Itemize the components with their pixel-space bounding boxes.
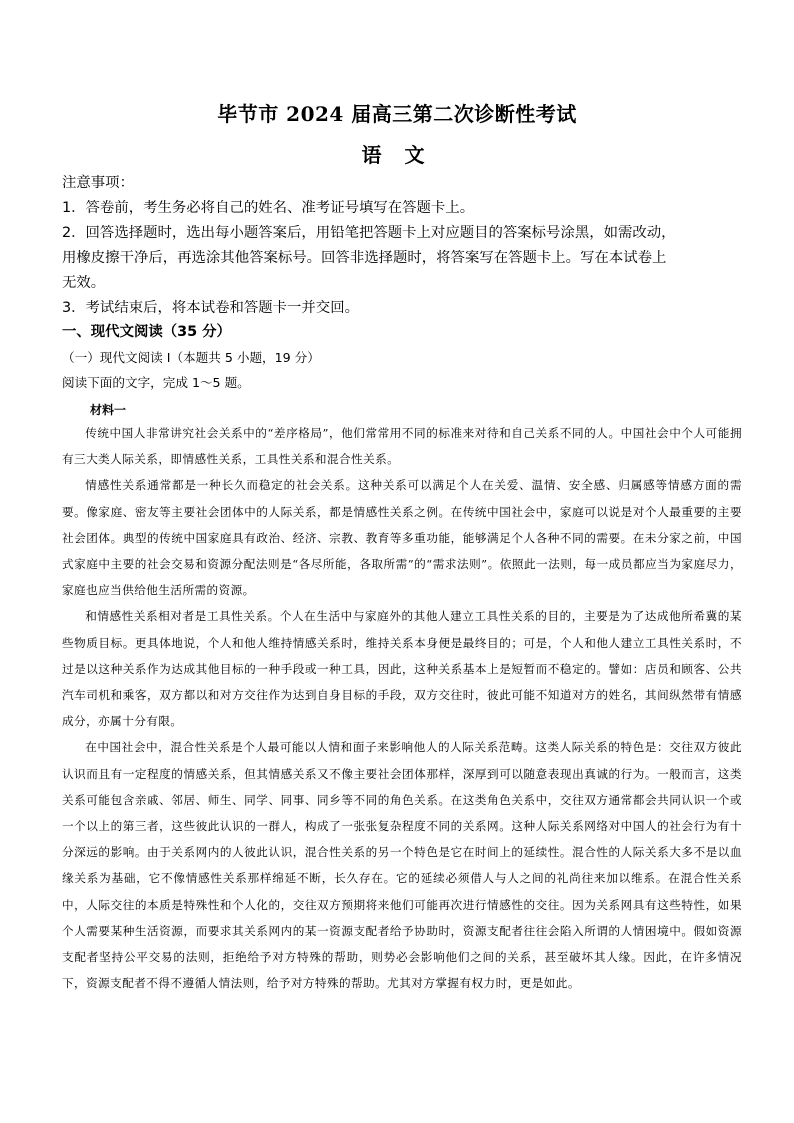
material-body <box>62 420 742 996</box>
material-paragraph: 和情感性关系相对者是工具性关系。个人在生活中与家庭外的其他人建立工具性关系的目的，主要是为了达成他所希冀的某些物质目标。更具体地说，个人和他人维持情感关系时，维持关系本身便是最终目的；可是，个人和他人建立工具性关系时，不过是以这种关系作为达成其他目标的一种手段或一种工具，因此，这种关系基本上是短暂而不稳定的。譬如：店员和顾客、公共汽车司机和乘客，双方都以和对方交往作为达到自身目标的手段，双方交往时，彼此可能不知道对方的姓名，其间纵然带有情感成分，亦属十分有限。 <box>62 609 742 729</box>
notice-item-2-line-3: 无效。 <box>62 275 106 291</box>
material-paragraph: 在中国社会中，混合性关系是个人最可能以人情和面子来影响他人的人际关系范畴。这类人际关系的特色是：交往双方彼此认识而且有一定程度的情感关系，但其情感关系又不像主要社会团体那样，深厚到可以随意表现出真诚的行为。一般而言，这类关系可能包含亲戚、邻居、师生、同学、同事、同乡等不同的角色关系。在这类角色关系中，交往双方通常都会共同认识一个或一个以上的第三者，这些彼此认识的一群人，构成了一张张复杂程度不同的关系网。这种人际关系网络对中国人的社会行为有十分深远的影响。由于关系网内的人彼此认识，混合性关系的另一个特色是它在时间上的延续性。混合性的人际关系大多不是以血缘关系为基础，它不像情感性关系那样绵延不断，长久存在。它的延续必须借人与人之间的礼尚往来加以维系。在混合性关系中，人际交往的本质是特殊性和个人化的，交往双方预期将来他们可能再次进行情感性的交往。因为关系网具有这些特性，如果个人需要某种生活资源，而要求其关系网内的某一资源支配者给予协助时，资源支配者往往会陷入所谓的人情困境中。假如资源支配者坚持公平交易的法则，拒绝给予对方特殊的帮助，则势必会影响他们之间的关系，甚至破坏其人缘。因此，在许多情况下，资源支配者不得不遵循人情法则，给予对方特殊的帮助。尤其对方掌握有权力时，更是如此。 <box>62 740 742 991</box>
reading-instruction: 阅读下面的文字，完成 1～5 题。 <box>62 375 250 390</box>
material-label: 材料一 <box>90 403 127 417</box>
exam-title: 毕节市 2024 届高三第二次诊断性考试 <box>217 102 577 126</box>
notice-item-1: 1．答卷前，考生务必将自己的姓名、准考证号填写在答题卡上。 <box>62 200 475 216</box>
notice-item-2-line-1: 2．回答选择题时，选出每小题答案后，用铅笔把答题卡上对应题目的答案标号涂黑，如需改动， <box>62 225 676 241</box>
notice-item-2-line-2: 用橡皮擦干净后，再选涂其他答案标号。回答非选择题时，将答案写在答题卡上。写在本试卷上 <box>62 250 667 266</box>
material-paragraph: 情感性关系通常都是一种长久而稳定的社会关系。这种关系可以满足个人在关爱、温情、安全感、归属感等情感方面的需要。像家庭、密友等主要社会团体中的人际关系，都是情感性关系之例。在传统中国社会中，家庭可以说是对个人最重要的主要社会团体。典型的传统中国家庭具有政治、经济、宗教、教育等多重功能，能够满足个人各种不同的需要。在未分家之前，中国式家庭中主要的社会交易和资源分配法则是“各尽所能，各取所需”的“需求法则”。依照此一法则，每一成员都应当为家庭尽力，家庭也应当供给他生活所需的资源。 <box>62 478 742 598</box>
section-heading: 一、现代文阅读（35 分） <box>62 324 231 340</box>
notice-item-3: 3．考试结束后，将本试卷和答题卡一并交回。 <box>62 300 359 316</box>
sub-section-heading: （一）现代文阅读 I（本题共 5 小题，19 分） <box>62 350 320 365</box>
notice-heading: 注意事项： <box>62 175 134 191</box>
subject-title: 语 文 <box>361 143 433 167</box>
material-paragraph: 传统中国人非常讲究社会关系中的“差序格局”，他们常常用不同的标准来对待和自己关系不同的人。中国社会中个人可能拥有三大类人际关系，即情感性关系，工具性关系和混合性关系。 <box>62 426 742 467</box>
